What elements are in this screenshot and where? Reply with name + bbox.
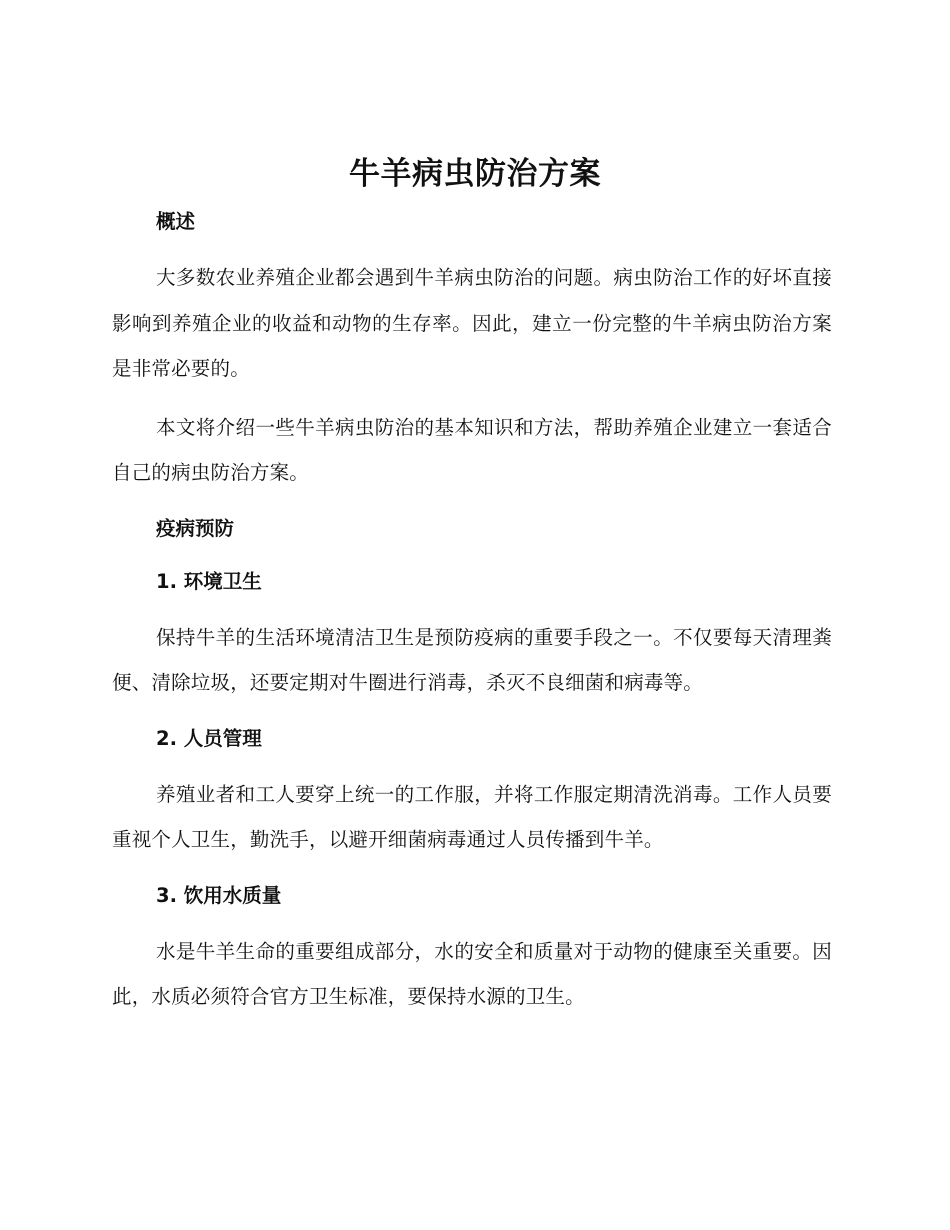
overview-heading: 概述 xyxy=(156,210,196,233)
water-heading: 3. 饮用水质量 xyxy=(156,883,282,907)
environment-heading: 1. 环境卫生 xyxy=(156,569,262,593)
overview-paragraph-1: 大多数农业养殖企业都会遇到牛羊病虫防治的问题。病虫防治工作的好坏直接影响到养殖企业的收益和动物的生存率。因此，建立一份完整的牛羊病虫防治方案是非常必要的。 xyxy=(112,266,832,380)
document-body xyxy=(112,202,832,1033)
overview-paragraph-2: 本文将介绍一些牛羊病虫防治的基本知识和方法，帮助养殖企业建立一套适合自己的病虫防治方案。 xyxy=(112,415,832,484)
staff-paragraph: 养殖业者和工人要穿上统一的工作服，并将工作服定期清洗消毒。工作人员要重视个人卫生，勤洗手，以避开细菌病毒通过人员传播到牛羊。 xyxy=(112,782,832,851)
prevention-heading: 疫病预防 xyxy=(156,516,235,540)
document-title: 牛羊病虫防治方案 xyxy=(349,156,601,192)
environment-paragraph: 保持牛羊的生活环境清洁卫生是预防疫病的重要手段之一。不仅要每天清理粪便、清除垃圾，还要定期对牛圈进行消毒，杀灭不良细菌和病毒等。 xyxy=(112,625,832,694)
staff-heading: 2. 人员管理 xyxy=(156,726,262,750)
water-paragraph: 水是牛羊生命的重要组成部分，水的安全和质量对于动物的健康至关重要。因此，水质必须符合官方卫生标准，要保持水源的卫生。 xyxy=(112,939,832,1008)
